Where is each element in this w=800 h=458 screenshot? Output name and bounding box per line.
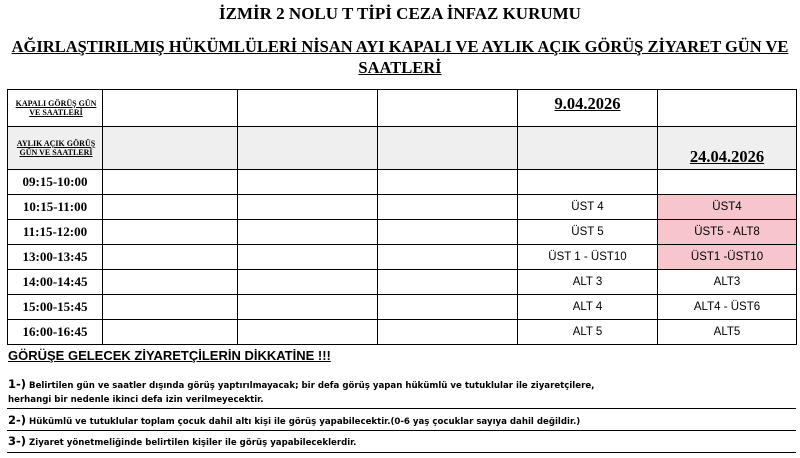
time-slot: 11:15-12:00	[8, 220, 103, 245]
empty-cell	[103, 270, 238, 295]
empty-cell	[378, 270, 518, 295]
notice-item-1-line-2: herhangi bir nedenle ikinci defa izin verilmeyecektir.	[8, 395, 264, 405]
empty-cell	[238, 90, 378, 127]
notice-divider	[7, 408, 796, 409]
notice-text: Ziyaret yönetmeliğinde belirtilen kişiler ile görüş yapabileceklerdir.	[29, 438, 357, 448]
schedule-subtitle	[8, 36, 792, 78]
notice-item-3	[8, 434, 356, 450]
open-visit-group: ALT4 - ÜST6	[658, 295, 797, 320]
time-slot: 15:00-15:45	[8, 295, 103, 320]
closed-visit-group: ÜST 4	[518, 195, 658, 220]
empty-cell	[103, 195, 238, 220]
empty-cell	[518, 127, 658, 170]
empty-cell	[238, 270, 378, 295]
empty-cell	[378, 220, 518, 245]
closed-visit-group: ÜST 5	[518, 220, 658, 245]
notice-heading: GÖRÜŞE GELECEK ZİYARETÇİLERİN DİKKATİNE !!!	[8, 348, 331, 363]
empty-cell	[103, 127, 238, 170]
notice-number: 1-)	[8, 377, 27, 391]
empty-cell	[103, 295, 238, 320]
notice-text: Belirtilen gün ve saatler dışında görüş yaptırılmayacak; bir defa görüş yapan hükümlü ve tutuklular ile ziyaretçilere,	[29, 381, 595, 391]
empty-cell	[378, 295, 518, 320]
notice-number: 3-)	[8, 434, 27, 448]
open-visit-label: AYLIK AÇIK GÖRÜŞ GÜN VE SAATLERİ	[8, 127, 103, 170]
notice-item-2	[8, 413, 580, 429]
closed-visit-group: ALT 3	[518, 270, 658, 295]
open-visit-group: ALT3	[658, 270, 797, 295]
empty-cell	[238, 170, 378, 195]
time-slot: 14:00-14:45	[8, 270, 103, 295]
open-visit-group	[658, 170, 797, 195]
institution-title: İZMİR 2 NOLU T TİPİ CEZA İNFAZ KURUMU	[219, 4, 581, 23]
time-slot: 09:15-10:00	[8, 170, 103, 195]
time-slot: 13:00-13:45	[8, 245, 103, 270]
empty-cell	[378, 320, 518, 345]
empty-cell	[238, 195, 378, 220]
empty-cell	[238, 127, 378, 170]
empty-cell	[103, 320, 238, 345]
open-visit-group: ALT5	[658, 320, 797, 345]
empty-cell	[658, 90, 797, 127]
notice-divider	[7, 430, 796, 431]
open-visit-group: ÜST5 - ALT8	[658, 220, 797, 245]
time-slot: 16:00-16:45	[8, 320, 103, 345]
subtitle-line-2: SAATLERİ	[358, 58, 442, 77]
notice-text: Hükümlü ve tutuklular toplam çocuk dahil altı kişi ile görüş yapabilecektir.(0-6 yaş çocuklar sayıya dahil değildir.)	[29, 417, 581, 427]
empty-cell	[103, 245, 238, 270]
open-visit-date: 24.04.2026	[658, 127, 797, 170]
open-visit-group: ÜST1 -ÜST10	[658, 245, 797, 270]
empty-cell	[378, 195, 518, 220]
empty-cell	[238, 320, 378, 345]
empty-cell	[378, 245, 518, 270]
closed-visit-label: KAPALI GÖRÜŞ GÜN VE SAATLERİ	[8, 90, 103, 127]
notice-item-1-line-1	[8, 377, 594, 393]
closed-visit-group: ÜST 1 - ÜST10	[518, 245, 658, 270]
empty-cell	[103, 220, 238, 245]
subtitle-line-1: AĞIRLAŞTIRILMIŞ HÜKÜMLÜLERİ NİSAN AYI KAPALI VE AYLIK AÇIK GÖRÜŞ ZİYARET GÜN VE	[11, 37, 789, 56]
closed-visit-date: 9.04.2026	[518, 90, 658, 127]
visit-schedule-table	[7, 89, 797, 345]
closed-visit-group	[518, 170, 658, 195]
open-visit-group: ÜST4	[658, 195, 797, 220]
empty-cell	[378, 127, 518, 170]
empty-cell	[238, 220, 378, 245]
closed-visit-group: ALT 4	[518, 295, 658, 320]
empty-cell	[238, 245, 378, 270]
notice-item-1	[8, 377, 594, 407]
empty-cell	[238, 295, 378, 320]
empty-cell	[378, 90, 518, 127]
closed-visit-group: ALT 5	[518, 320, 658, 345]
empty-cell	[103, 90, 238, 127]
empty-cell	[103, 170, 238, 195]
time-slot: 10:15-11:00	[8, 195, 103, 220]
notice-divider	[7, 452, 796, 453]
notice-number: 2-)	[8, 413, 27, 427]
empty-cell	[378, 170, 518, 195]
